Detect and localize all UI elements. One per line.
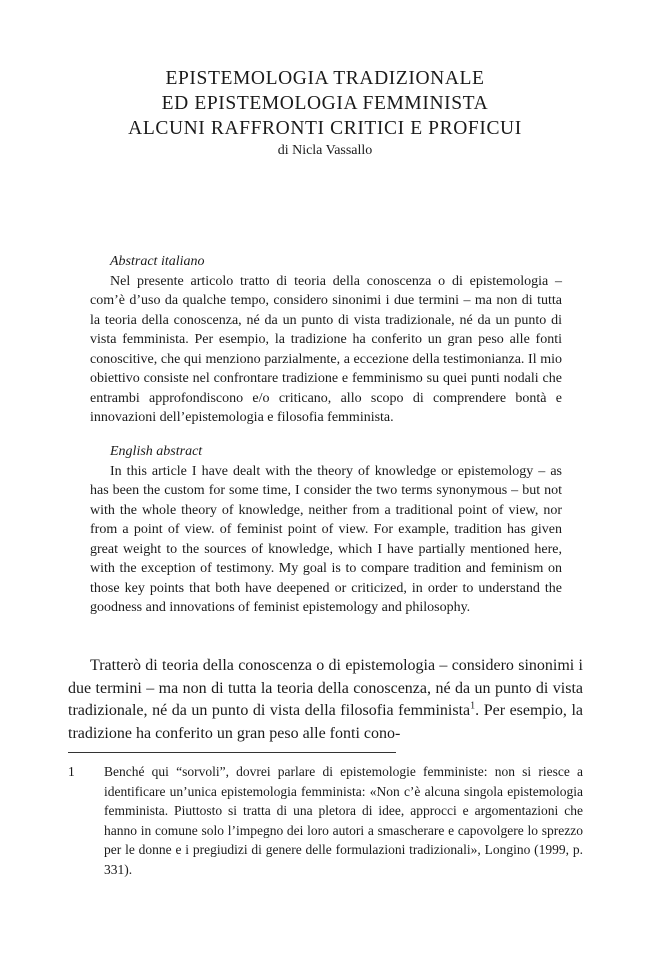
abstract-english-text: In this article I have dealt with the theory of knowledge or epistemology – as has been the custom for some time, I consider the two terms synonymous – but not with the whole theory of knowledge, neither from a traditional point of view, nor from a point of view. of feminist point of view. For example, tradition has given great weight to the sources of knowledge, which I have partially mentioned here, with the exception of testimony. My goal is to compare tradition and feminism on those key points that both have deepened or criticized, in order to understand the goodness and innovations of feminist epistemology and philosophy. <box>90 463 562 615</box>
title-block <box>0 66 650 160</box>
abstract-italian <box>90 252 562 428</box>
title-line-1: EPISTEMOLOGIA TRADIZIONALE <box>165 68 485 89</box>
title-line-3: ALCUNI RAFFRONTI CRITICI E PROFICUI <box>128 118 522 139</box>
footnote <box>68 762 583 879</box>
footnote-text: Benché qui “sorvoli”, dovrei parlare di epistemologie femministe: non si riesce a identificare un’unica epistemologia femminista: «Non c’è alcuna singola epistemologia femminista. Piuttosto si tratta di una pletora di idee, approcci e argomentazioni che hanno in comune solo l’impegno dei loro autori a smascherare e capovolgere lo sprezzo per le donne e i pregiudizi di genere delle formulazioni tradizionali», Longino (1999, p. 331). <box>104 764 583 877</box>
abstract-italian-heading: Abstract italiano <box>110 254 205 269</box>
footnote-separator <box>68 752 396 753</box>
body-text-part-1: Tratterò di teoria della conoscenza o di epistemologia – considero sinonimi i due termini – ma non di tutta la teoria della conoscenza, né da un punto di vista tradizionale, né da un punto di vista della filosofia femminista <box>68 657 583 719</box>
abstract-italian-text: Nel presente articolo tratto di teoria della conoscenza o di epistemologia – com’è d’uso da qualche tempo, considero sinonimi i due termini – ma non di tutta la teoria della conoscenza, né da un punto di vista tradizionale, né da un punto di vista femminista. Per esempio, la tradizione ha conferito un gran peso alle fonti conoscitive, che qui menziono parzialmente, a eccezione della testimonianza. Il mio obiettivo consiste nel confrontare tradizione e femminismo su quei punti nodali che entrambi approfondiscono e/o criticano, allo scopo di comprendere bontà e innovazioni dell’epistemologia e filosofia femminista. <box>90 273 562 425</box>
footnote-number: 1 <box>68 764 75 779</box>
title-line-2: ED EPISTEMOLOGIA FEMMINISTA <box>161 93 489 114</box>
body-text-part-2: . Per esempio, la tradizione ha conferito un gran peso alle fonti cono- <box>68 702 583 742</box>
abstract-english <box>90 442 562 618</box>
footnote-reference[interactable]: 1 <box>470 700 476 712</box>
body-paragraph <box>68 655 583 745</box>
abstract-english-heading: English abstract <box>110 444 203 459</box>
author-line: di Nicla Vassallo <box>277 143 373 158</box>
